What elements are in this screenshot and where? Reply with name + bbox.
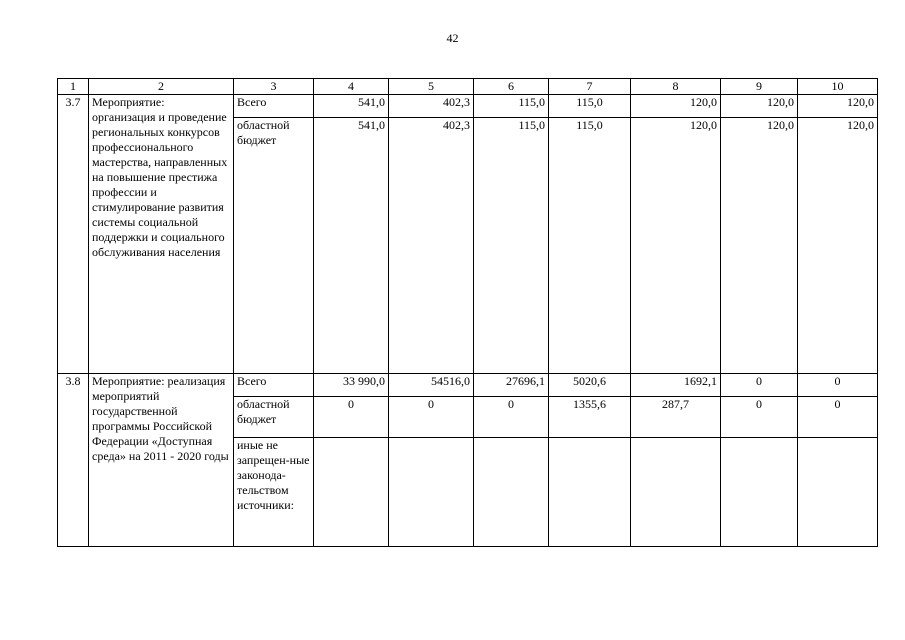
- value-cell: 120,0: [631, 95, 721, 118]
- value-cell: 5020,6: [549, 374, 631, 397]
- value-cell: 120,0: [798, 118, 878, 374]
- budget-table: [57, 78, 878, 547]
- header-cell: 6: [474, 79, 549, 95]
- value-cell: 0: [721, 374, 798, 397]
- value-cell: 33 990,0: [314, 374, 389, 397]
- funding-source-label: областной бюджет: [234, 397, 314, 438]
- value-cell: 120,0: [721, 118, 798, 374]
- value-cell: [721, 438, 798, 547]
- value-cell: 120,0: [721, 95, 798, 118]
- funding-source-label: областной бюджет: [234, 118, 314, 374]
- value-cell: [314, 438, 389, 547]
- value-cell: 115,0: [549, 118, 631, 374]
- value-cell: 0: [798, 397, 878, 438]
- value-cell: 120,0: [631, 118, 721, 374]
- header-cell: 1: [58, 79, 89, 95]
- header-cell: 5: [389, 79, 474, 95]
- table-row: [58, 95, 878, 118]
- value-cell: [549, 438, 631, 547]
- header-cell: 7: [549, 79, 631, 95]
- value-cell: 27696,1: [474, 374, 549, 397]
- value-cell: 1355,6: [549, 397, 631, 438]
- header-cell: 3: [234, 79, 314, 95]
- value-cell: [474, 438, 549, 547]
- table-header-row: [58, 79, 878, 95]
- value-cell: 0: [314, 397, 389, 438]
- value-cell: [631, 438, 721, 547]
- item-code: 3.7: [58, 95, 89, 374]
- value-cell: 402,3: [389, 118, 474, 374]
- table-row: [58, 374, 878, 397]
- page-number: 42: [446, 31, 459, 45]
- header-cell: 9: [721, 79, 798, 95]
- item-code: 3.8: [58, 374, 89, 547]
- value-cell: 541,0: [314, 118, 389, 374]
- value-cell: 115,0: [474, 118, 549, 374]
- header-cell: 4: [314, 79, 389, 95]
- value-cell: 1692,1: [631, 374, 721, 397]
- value-cell: 541,0: [314, 95, 389, 118]
- value-cell: 120,0: [798, 95, 878, 118]
- value-cell: 0: [474, 397, 549, 438]
- header-cell: 2: [89, 79, 234, 95]
- value-cell: 115,0: [474, 95, 549, 118]
- funding-source-label: иные не запрещен-ные законода-тельством источники:: [234, 438, 314, 547]
- item-description: Мероприятие: организация и проведение региональных конкурсов профессионального мастерства, направленных на повышение престижа профессии и стимулирование развития системы социальной поддержки и социального обслуживания населения: [89, 95, 234, 374]
- value-cell: 54516,0: [389, 374, 474, 397]
- value-cell: 0: [721, 397, 798, 438]
- value-cell: 402,3: [389, 95, 474, 118]
- value-cell: [389, 438, 474, 547]
- value-cell: 287,7: [631, 397, 721, 438]
- value-cell: 0: [389, 397, 474, 438]
- funding-source-label: Всего: [234, 95, 314, 118]
- item-description: Мероприятие: реализация мероприятий государственной программы Российской Федерации «Доступная среда» на 2011 - 2020 годы: [89, 374, 234, 547]
- value-cell: 115,0: [549, 95, 631, 118]
- value-cell: [798, 438, 878, 547]
- header-cell: 8: [631, 79, 721, 95]
- header-cell: 10: [798, 79, 878, 95]
- funding-source-label: Всего: [234, 374, 314, 397]
- value-cell: 0: [798, 374, 878, 397]
